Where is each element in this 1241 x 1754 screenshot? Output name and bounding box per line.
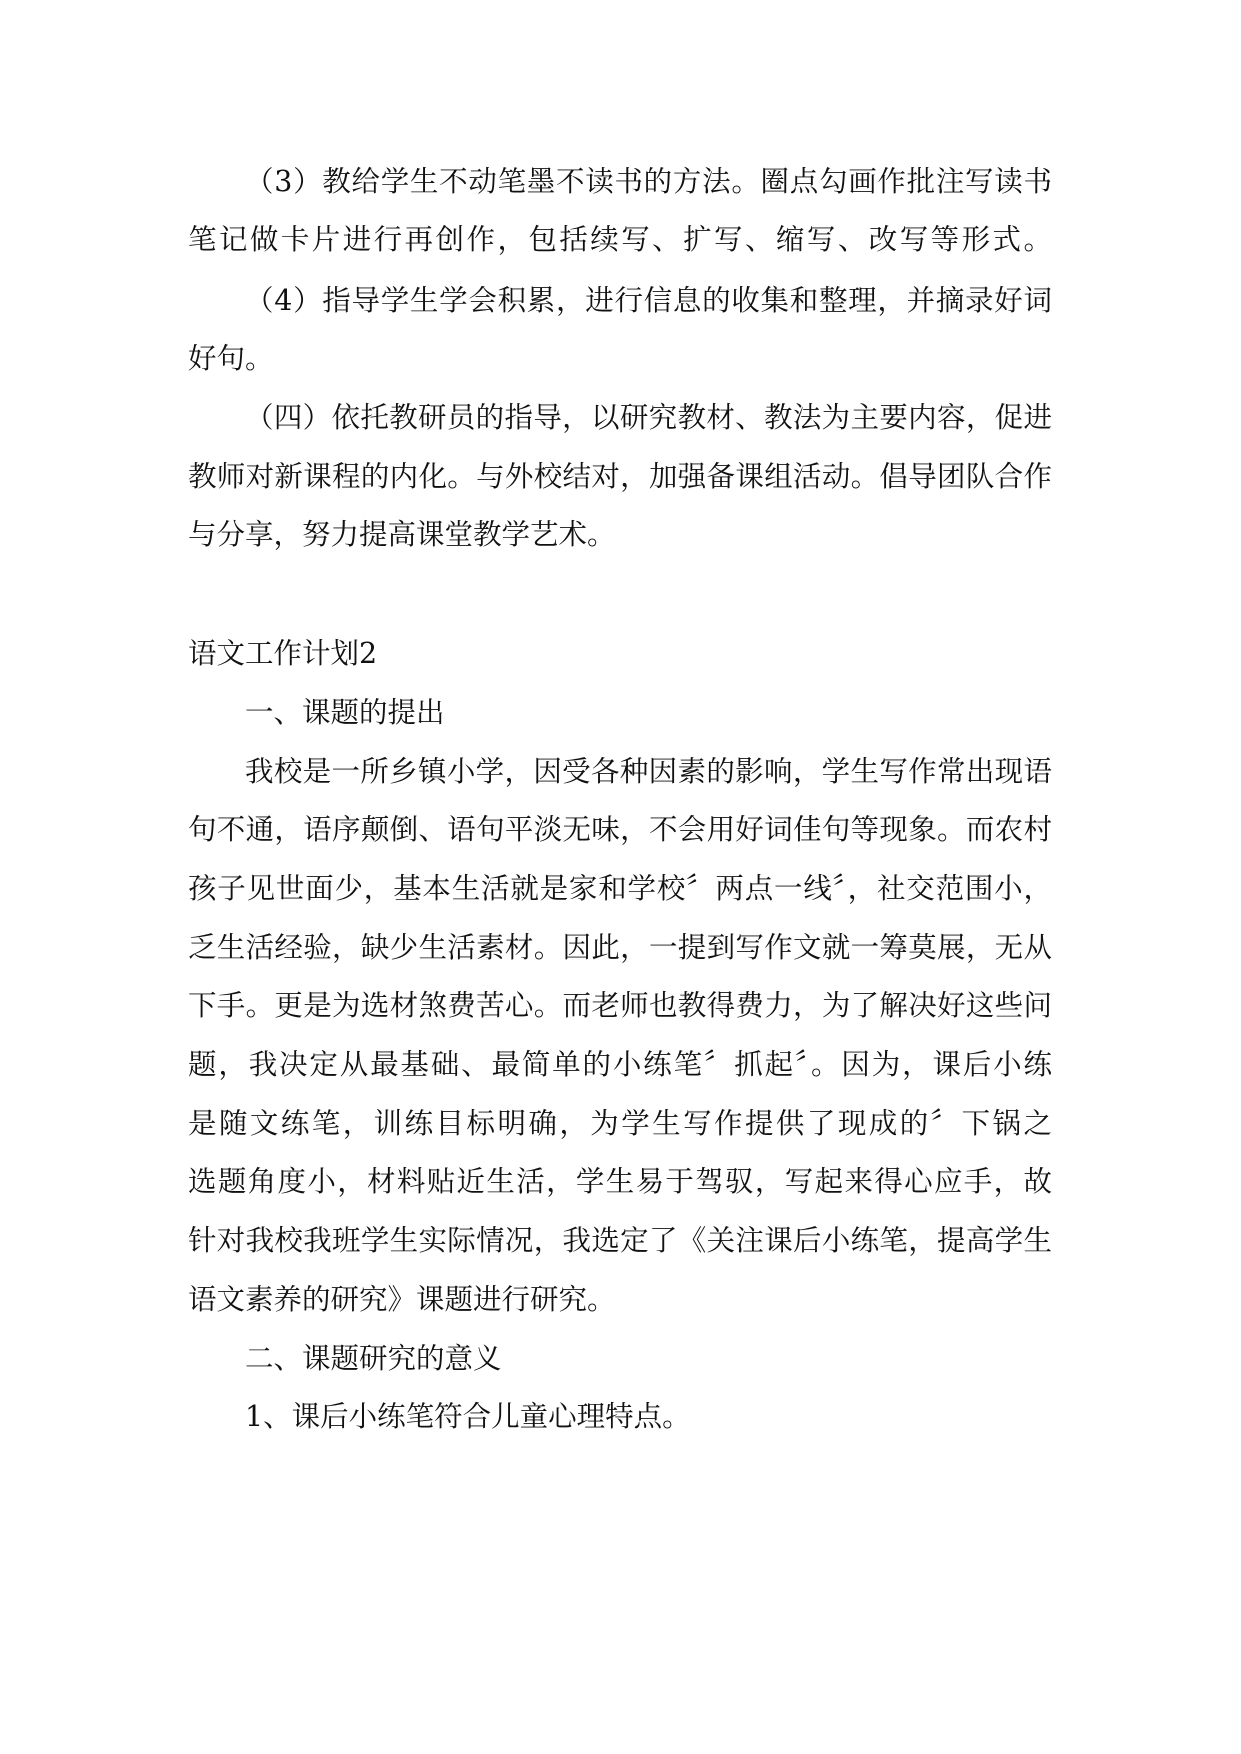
paragraph-four-line-3: 与分享，努力提高课堂教学艺术。 <box>188 518 616 551</box>
body-paragraph-line-7: 是随文练笔，训练目标明确，为学生写作提供了现成的〞下锅之 <box>188 1107 1052 1140</box>
section-1-title: 一、课题的提出 <box>245 696 445 729</box>
paragraph-3-line-1: （3）教给学生不动笔墨不读书的方法。圈点勾画作批注写读书 <box>245 165 1052 198</box>
section-2-title: 二、课题研究的意义 <box>245 1342 502 1375</box>
body-paragraph-line-9: 针对我校我班学生实际情况，我选定了《关注课后小练笔，提高学生 <box>188 1224 1052 1257</box>
body-paragraph-line-6: 题，我决定从最基础、最简单的小练笔〞抓起〞。因为，课后小练 <box>188 1048 1052 1081</box>
document-heading: 语文工作计划2 <box>188 637 378 670</box>
paragraph-four-line-2: 教师对新课程的内化。与外校结对，加强备课组活动。倡导团队合作 <box>188 460 1052 493</box>
body-paragraph-line-3: 孩子见世面少，基本生活就是家和学校〞两点一线〞，社交范围小， <box>188 872 1052 905</box>
body-paragraph-line-2: 句不通，语序颠倒、语句平淡无味，不会用好词佳句等现象。而农村 <box>188 813 1052 846</box>
paragraph-four-line-1: （四）依托教研员的指导，以研究教材、教法为主要内容，促进 <box>245 401 1052 434</box>
paragraph-4-line-1: （4）指导学生学会积累，进行信息的收集和整理，并摘录好词 <box>245 284 1052 317</box>
body-paragraph-line-1: 我校是一所乡镇小学，因受各种因素的影响，学生写作常出现语 <box>245 755 1052 788</box>
body-paragraph-line-10: 语文素养的研究》课题进行研究。 <box>188 1283 616 1316</box>
body-paragraph-line-8: 选题角度小，材料贴近生活，学生易于驾驭，写起来得心应手，故 <box>188 1165 1052 1198</box>
body-paragraph-line-5: 下手。更是为选材煞费苦心。而老师也教得费力，为了解决好这些问 <box>188 989 1052 1022</box>
paragraph-3-line-2: 笔记做卡片进行再创作，包括续写、扩写、缩写、改写等形式。 <box>188 223 1052 256</box>
body-paragraph-line-4: 乏生活经验，缺少生活素材。因此，一提到写作文就一筹莫展，无从 <box>188 931 1052 964</box>
paragraph-4-line-2: 好句。 <box>188 342 274 375</box>
list-item-1: 1、课后小练笔符合儿童心理特点。 <box>245 1400 691 1433</box>
